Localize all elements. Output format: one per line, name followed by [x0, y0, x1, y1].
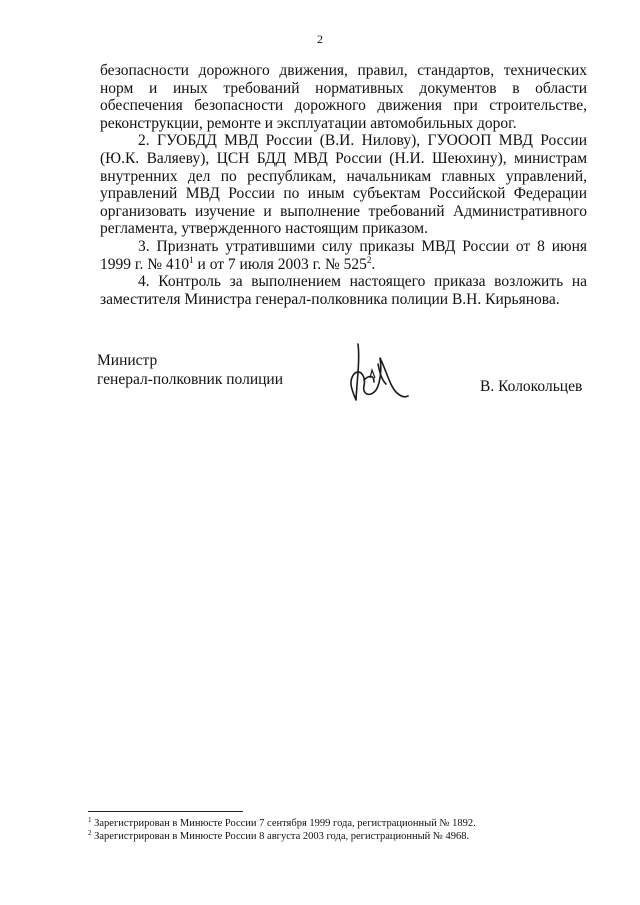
footnote-1-text: Зарегистрирован в Минюсте России 7 сентября 1999 года, регистрационный № 1892. — [94, 818, 476, 829]
signatory-title — [97, 351, 283, 389]
footnote-ref-1: 1 — [189, 254, 194, 265]
paragraph-3-text-b: и от 7 июля 2003 г. № 525 — [193, 255, 367, 273]
paragraph-3-text-a: 3. Признать утратившими силу приказы МВД России от 8 июня 1999 г. № 410 — [100, 237, 587, 273]
handwritten-signature — [330, 340, 430, 410]
footnote-2-mark: 2 — [88, 829, 92, 837]
document-body — [100, 62, 587, 308]
paragraph-2: 2. ГУОБДД МВД России (В.И. Нилову), ГУОООП МВД России (Ю.К. Валяеву), ЦСН БДД МВД России (Н.И. Шеюхину), министрам внутренних дел по республикам, начальникам главных управлений, управлений МВД России по иным субъектам Российской Федерации организовать изучение и выполнение требований Административного регламента, утвержденного настоящим приказом. — [100, 132, 587, 238]
paragraph-3-text-c: . — [371, 255, 376, 273]
footnote-ref-2: 2 — [366, 254, 372, 265]
paragraph-4: 4. Контроль за выполнением настоящего приказа возложить на заместителя Министра генерал-полковника полиции В.Н. Кирьянова. — [100, 273, 587, 308]
paragraph-1-continuation: безопасности дорожного движения, правил, стандартов, технических норм и иных требований нормативных документов в области обеспечения безопасности дорожного движения при строительстве, реконструкции, ремонте и эксплуатации автомобильных дорог. — [100, 62, 587, 132]
footnote-divider — [88, 811, 243, 812]
page-number: 2 — [317, 32, 323, 46]
footnote-1-mark: 1 — [88, 816, 92, 824]
footnote-1 — [88, 817, 476, 830]
footnote-2-text: Зарегистрирован в Минюсте России 8 августа 2003 года, регистрационный № 4968. — [94, 831, 470, 842]
footnotes — [88, 817, 476, 843]
paragraph-3 — [100, 238, 587, 273]
signatory-title-line2: генерал-полковник полиции — [97, 371, 284, 388]
footnote-2 — [88, 830, 476, 843]
signatory-name: В. Колокольцев — [480, 378, 583, 395]
signatory-title-line1: Министр — [97, 352, 158, 369]
